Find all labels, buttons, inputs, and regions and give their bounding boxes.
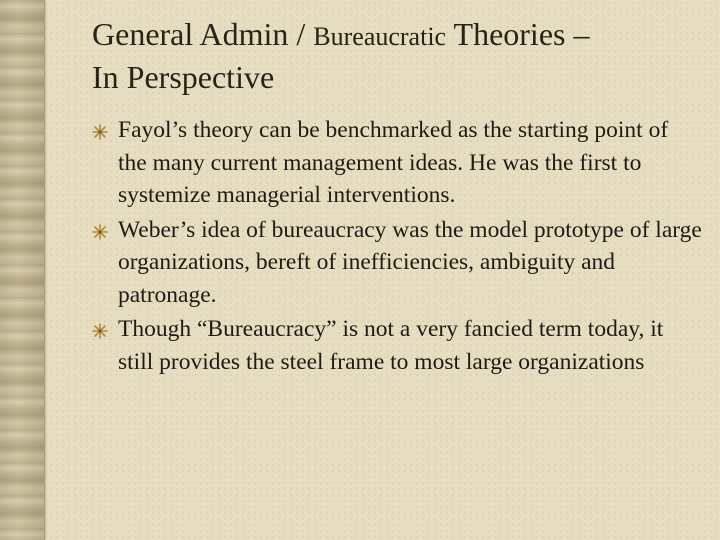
bullet-text: Weber’s idea of bureaucracy was the model prototype of large organizations, bereft of inefficiencies, ambiguity and patronage. xyxy=(118,216,702,308)
bullet-item xyxy=(92,114,702,212)
asterisk-star-icon xyxy=(92,224,108,240)
title-line-2: In Perspective xyxy=(92,59,275,95)
decorative-left-strip xyxy=(0,0,45,540)
title-part-3: Theories – xyxy=(446,16,590,52)
bullet-item xyxy=(92,313,702,378)
title-part-1: General Admin / xyxy=(92,16,314,52)
bullet-text: Though “Bureaucracy” is not a very fancied term today, it still provides the steel frame to most large organizations xyxy=(118,316,664,375)
asterisk-star-icon xyxy=(92,323,108,339)
bullet-text: Fayol’s theory can be benchmarked as the starting point of the many current management ideas. He was the first to systemize managerial interventions. xyxy=(118,117,669,208)
bullet-item xyxy=(92,214,702,312)
bullet-list xyxy=(92,114,702,380)
asterisk-star-icon xyxy=(92,124,108,140)
title-part-2: Bureaucratic xyxy=(313,22,447,51)
slide-title xyxy=(92,14,702,97)
